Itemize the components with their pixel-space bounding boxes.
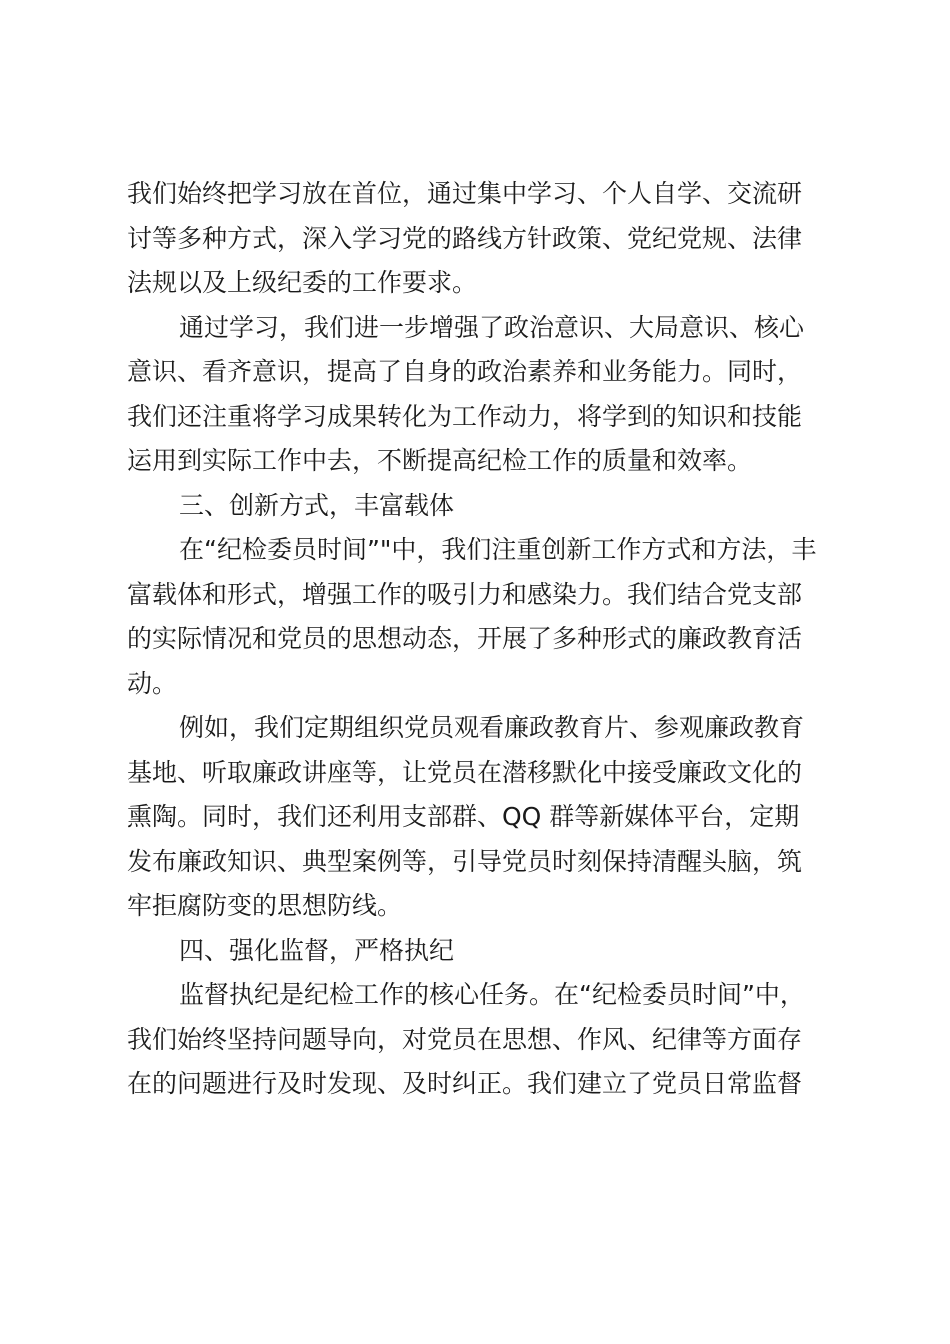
text-line: 动。	[127, 668, 178, 698]
text-line: 熏陶。同时，我们还利用支部群、QQ 群等新媒体平台，定期	[127, 802, 800, 831]
paragraph-start-line: 在“纪检委员时间”"中，我们注重创新工作方式和方法，丰	[179, 535, 817, 564]
body-text	[127, 172, 827, 1107]
text-line: 运用到实际工作中去，不断提高纪检工作的质量和效率。	[127, 446, 753, 475]
text-line: 我们始终把学习放在首位，通过集中学习、个人自学、交流研	[127, 179, 803, 208]
text-line: 发布廉政知识、典型案例等，引导党员时刻保持清醒头脑，筑	[127, 846, 803, 876]
text-line: 富载体和形式，增强工作的吸引力和感染力。我们结合党支部	[127, 579, 803, 609]
section-heading: 三、创新方式，丰富载体	[179, 490, 455, 520]
paragraph-start-line: 通过学习，我们进一步增强了政治意识、大局意识、核心	[179, 312, 805, 342]
text-line: 的实际情况和党员的思想动态，开展了多种形式的廉政教育活	[127, 624, 803, 653]
text-line: 法规以及上级纪委的工作要求。	[127, 268, 478, 297]
text-line: 牢拒腐防变的思想防线。	[127, 891, 403, 920]
text-line: 在的问题进行及时发现、及时纠正。我们建立了党员日常监督	[127, 1069, 803, 1098]
text-line: 我们始终坚持问题导向，对党员在思想、作风、纪律等方面存	[127, 1024, 803, 1054]
text-line: 讨等多种方式，深入学习党的路线方针政策、党纪党规、法律	[127, 223, 803, 253]
paragraph-start-line: 监督执纪是纪检工作的核心任务。在“纪检委员时间”中，	[179, 980, 805, 1009]
text-line: 基地、听取廉政讲座等，让党员在潜移默化中接受廉政文化的	[127, 757, 803, 787]
section-heading: 四、强化监督，严格执纪	[179, 935, 455, 965]
text-line: 我们还注重将学习成果转化为工作动力，将学到的知识和技能	[127, 401, 803, 431]
text-line: 意识、看齐意识，提高了自身的政治素养和业务能力。同时，	[127, 357, 803, 386]
paragraph-start-line: 例如，我们定期组织党员观看廉政教育片、参观廉政教育	[179, 713, 805, 742]
